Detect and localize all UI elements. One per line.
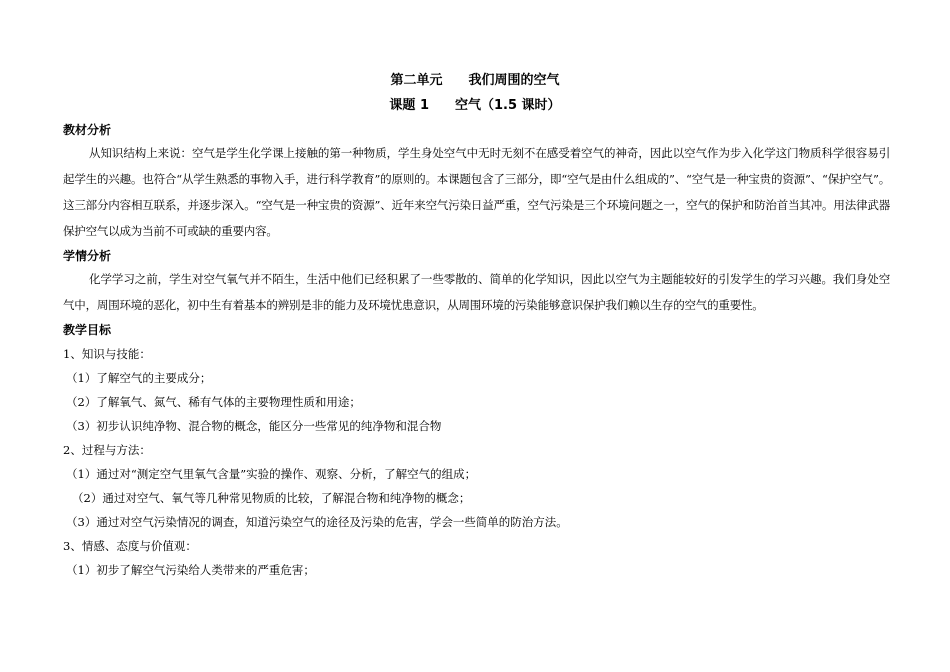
section-heading-goals: 教学目标: [63, 323, 112, 337]
goal-knowledge-item: （2）了解氧气、氮气、稀有气体的主要物理性质和用途；: [66, 395, 361, 409]
goal-attitude-title: 3、情感、态度与价值观：: [63, 539, 197, 553]
goal-process-title: 2、过程与方法：: [63, 443, 151, 457]
goal-knowledge-item: （1）了解空气的主要成分；: [66, 371, 212, 385]
goal-process-item: （3）通过对空气污染情况的调查，知道污染空气的途径及污染的危害，学会一些简单的防治方法。: [66, 515, 568, 529]
goal-attitude-item: （1）初步了解空气污染给人类带来的严重危害；: [66, 563, 315, 577]
section-heading-material: 教材分析: [63, 123, 112, 137]
goal-knowledge-title: 1、知识与技能：: [63, 347, 151, 361]
lesson-title: 课题 1 空气（1.5 课时）: [389, 98, 561, 113]
section-heading-student: 学情分析: [63, 249, 112, 263]
goal-knowledge-item: （3）初步认识纯净物、混合物的概念，能区分一些常见的纯净物和混合物: [66, 419, 442, 433]
goal-process-item: （1）通过对“测定空气里氧气含量”实验的操作、观察、分析，了解空气的组成；: [66, 467, 477, 481]
material-analysis-paragraph: 从知识结构上来说：空气是学生化学课上接触的第一种物质，学生身处空气中无时无刻不在感受着空气的神奇，因此以空气作为步入化学这门物质科学很容易引起学生的兴趣。也符合“从学生熟悉的事物入手，进行科学教育”的原则的。本课题包含了三部分，即“空气是由什么组成的”、“空气是一种宝贵的资源”、“保护空气”。这三部分内容相互联系，并逐步深入。“空气是一种宝贵的资源”、近年来空气污染日益严重，空气污染是三个环境问题之一，空气的保护和防治首当其冲。用法律武器保护空气以成为当前不可或缺的重要内容。: [63, 146, 890, 238]
student-analysis-paragraph: 化学学习之前，学生对空气氧气并不陌生，生活中他们已经积累了一些零散的、简单的化学知识，因此以空气为主题能较好的引发学生的学习兴趣。我们身处空气中，周围环境的恶化，初中生有着基本的辨别是非的能力及环境忧患意识，从周围环境的污染能够意识保护我们赖以生存的空气的重要性。: [63, 272, 890, 312]
unit-title: 第二单元 我们周围的空气: [390, 73, 560, 88]
goal-process-item: （2）通过对空气、氧气等几种常见物质的比较，了解混合物和纯净物的概念；: [72, 491, 471, 505]
